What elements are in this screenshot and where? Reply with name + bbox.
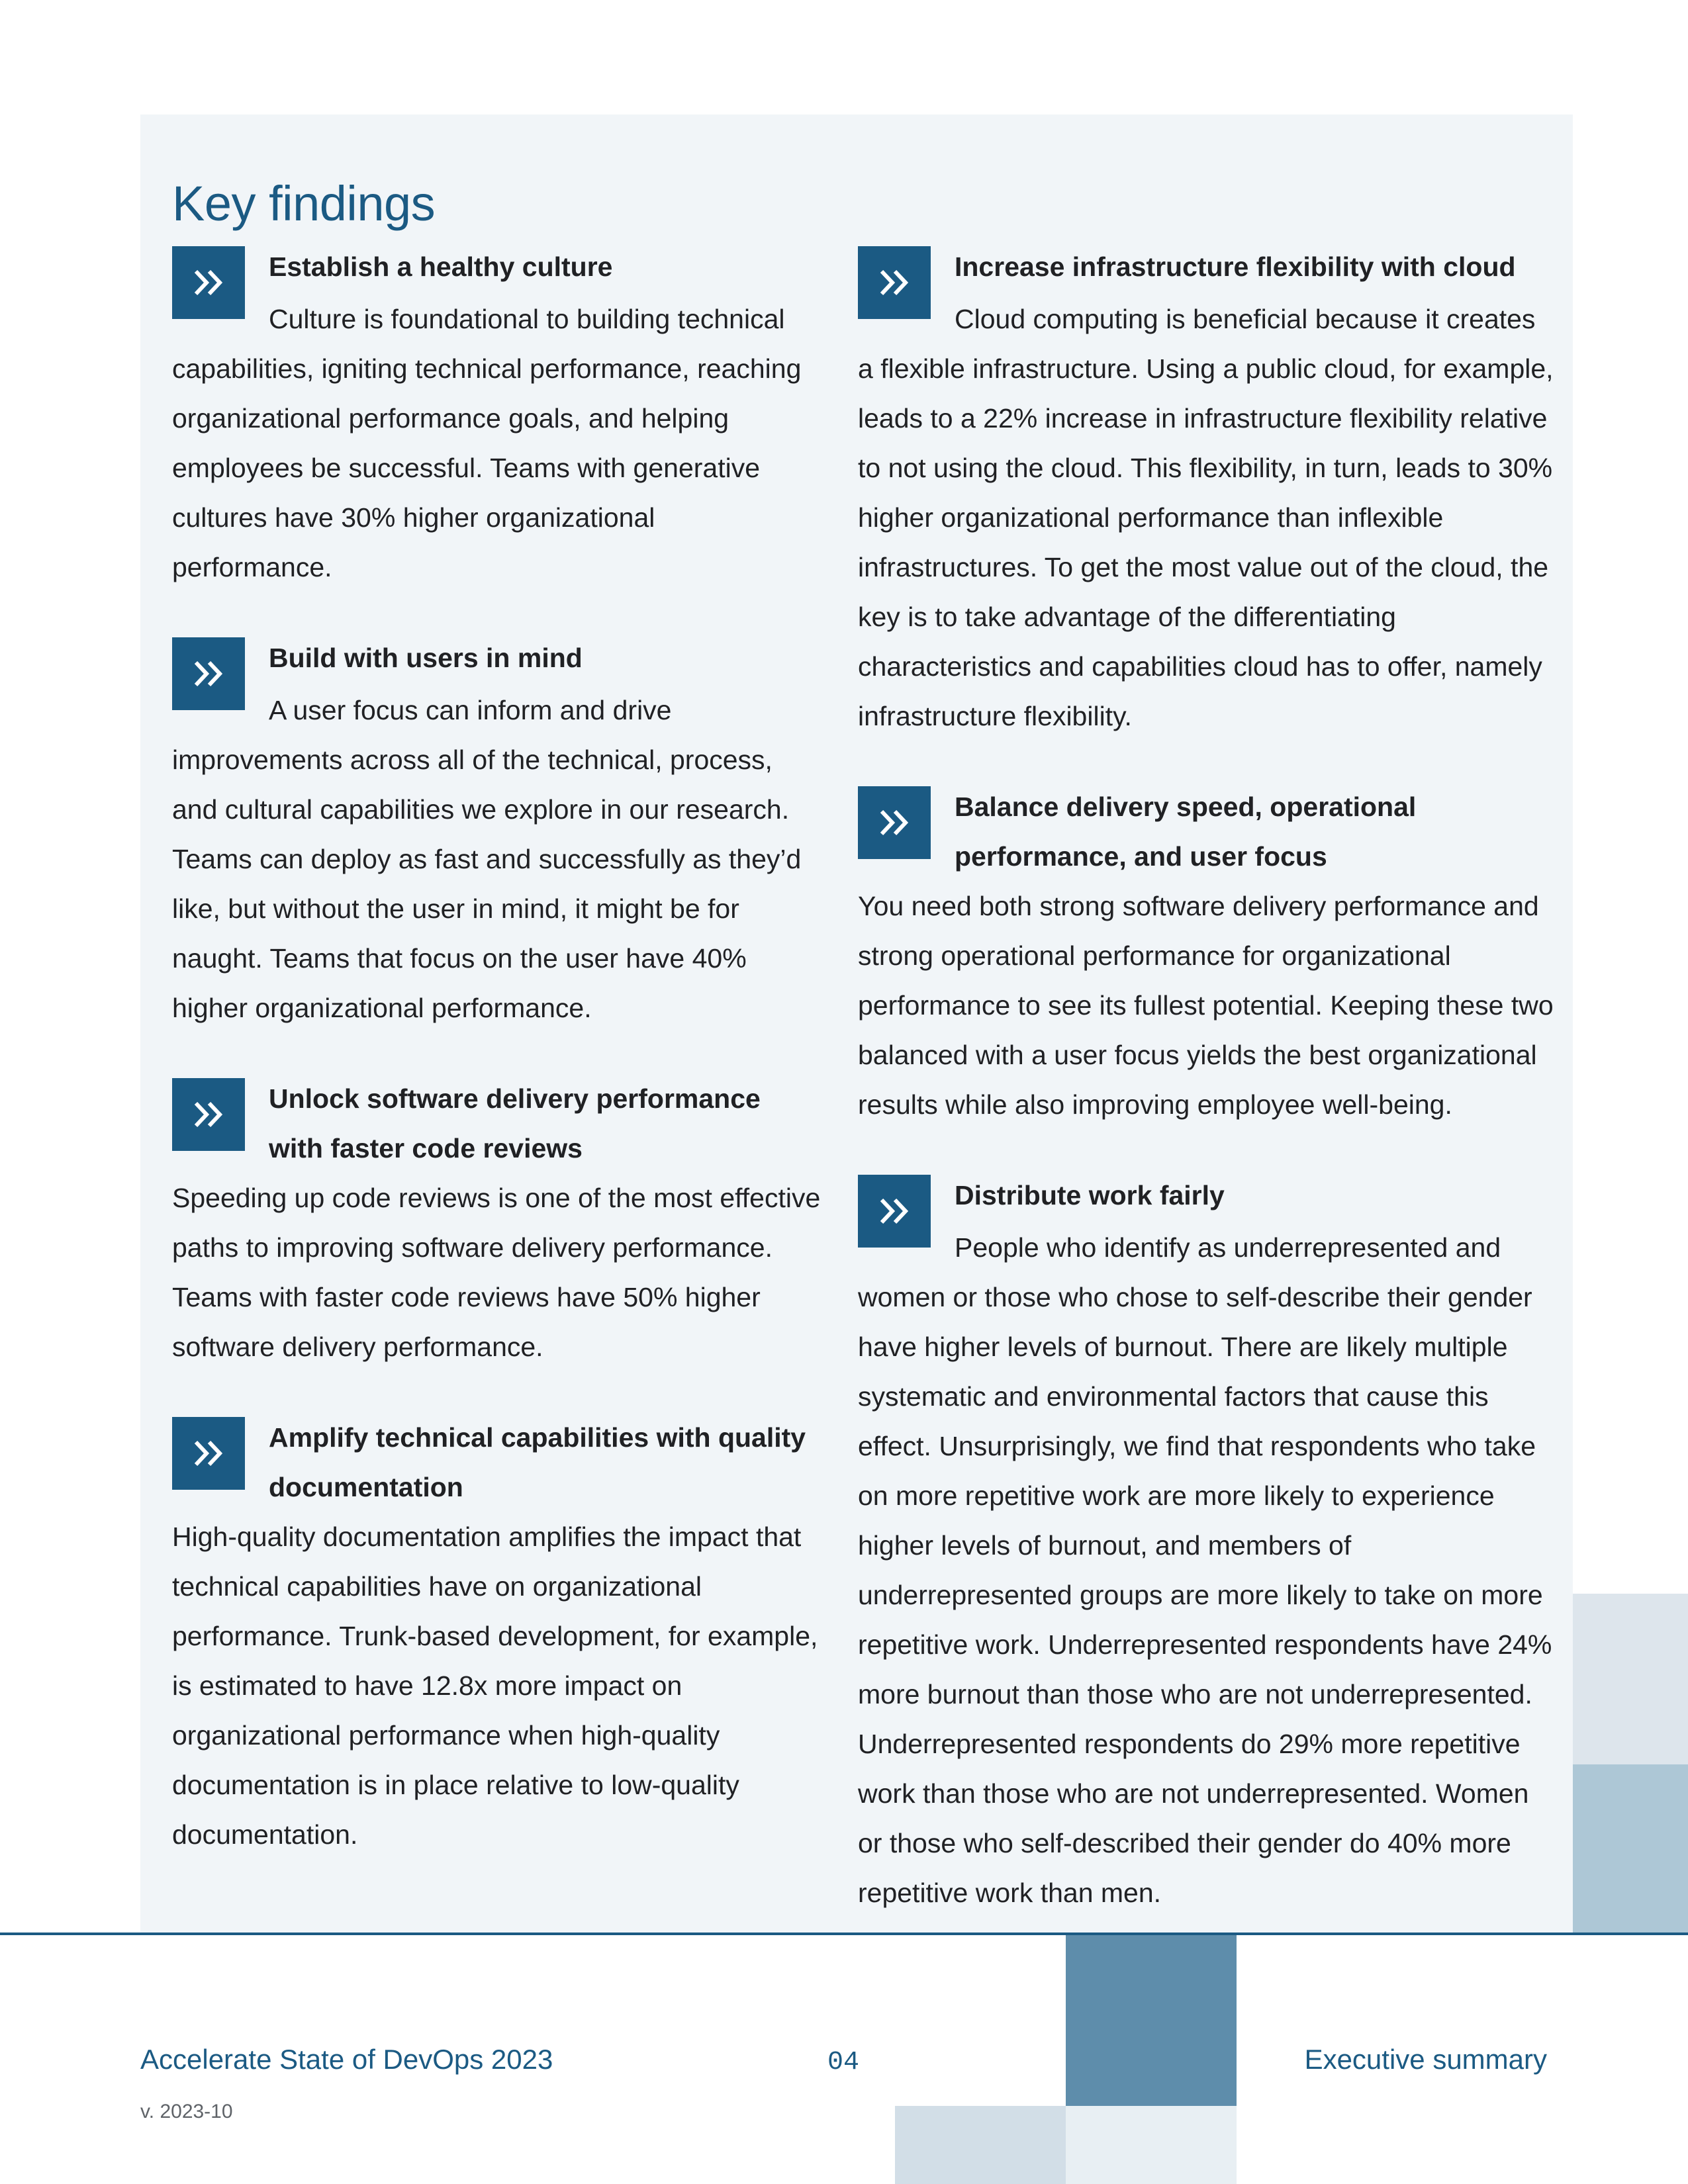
double-chevron-right-icon (858, 246, 931, 319)
double-chevron-right-icon (172, 1078, 245, 1151)
double-chevron-right-icon (172, 637, 245, 710)
finding-body: A user focus can inform and drive improvements across all of the technical, process, and cultural capabilities we explore in our research. Teams can deploy as fast and successfully as they’d like, but without the user in mind, it might be for naught. Teams that focus on the user have 40% higher organizational performance. (172, 695, 802, 1023)
findings-column-left (172, 242, 822, 1901)
finding-healthy-culture (172, 242, 822, 592)
decor-square-faint (1066, 2106, 1237, 2184)
double-chevron-right-icon (858, 1175, 931, 1248)
finding-body: Speeding up code reviews is one of the most effective paths to improving software delivery performance. Teams with faster code reviews have 50% higher software delivery performance. (172, 1183, 821, 1362)
finding-users-in-mind (172, 633, 822, 1033)
finding-title: Distribute work fairly (955, 1180, 1225, 1210)
double-chevron-right-icon (172, 246, 245, 319)
finding-body: Cloud computing is beneficial because it creates a flexible infrastructure. Using a public cloud, for example, leads to a 22% increase in infrastructure flexibility relative to not using the cloud. This flexibility, in turn, leads to 30% higher organizational performance than inflexible infrastructures. To get the most value out of the cloud, the key is to take advantage of the differentiating characteristics and capabilities cloud has to offer, namely infrastructure flexibility. (858, 304, 1554, 731)
decor-square-light (1573, 1594, 1688, 1764)
finding-body: Culture is foundational to building technical capabilities, igniting technical performance, reaching organizational performance goals, and helping employees be successful. Teams with generative cultures have 30% higher organizational performance. (172, 304, 802, 582)
finding-title: Balance delivery speed, operational performance, and user focus (955, 792, 1417, 872)
decor-square-mid (1573, 1764, 1688, 1934)
finding-title: Increase infrastructure flexibility with cloud (955, 251, 1516, 282)
page-number: 04 (827, 2048, 860, 2077)
findings-column-right (858, 242, 1554, 1959)
finding-body: High-quality documentation amplifies the impact that technical capabilities have on organizational performance. Trunk-based development, for example, is estimated to have 12.8x more impact on organizational performance when high-quality documentation is in place relative to low-quality documentation. (172, 1522, 818, 1850)
finding-distribute-work (858, 1171, 1554, 1918)
footer-report-title[interactable]: Accelerate State of DevOps 2023 (140, 2044, 553, 2075)
footer-divider (0, 1933, 1688, 1935)
finding-body: People who identify as underrepresented and women or those who chose to self-describe their gender have higher levels of burnout. There are likely multiple systematic and environmental factors that cause this effect. Unsurprisingly, we find that respondents who take on more repetitive work are more likely to experience higher levels of burnout, and members of underrepresented groups are more likely to take on more repetitive work. Underrepresented respondents have 24% more burnout than those who are not underrepresented. Underrepresented respondents do 29% more repetitive work than those who are not underrepresented. Women or those who self-described their gender do 40% more repetitive work than men. (858, 1232, 1552, 1908)
decor-square-dark (1066, 1935, 1237, 2106)
finding-cloud-flexibility (858, 242, 1554, 741)
finding-title: Build with users in mind (269, 643, 583, 673)
finding-balance-delivery (858, 782, 1554, 1130)
finding-title: Amplify technical capabilities with quality documentation (269, 1422, 806, 1502)
finding-documentation (172, 1413, 822, 1860)
finding-title: Establish a healthy culture (269, 251, 613, 282)
decor-square-pale (895, 2106, 1066, 2184)
footer-version: v. 2023-10 (140, 2101, 233, 2122)
double-chevron-right-icon (172, 1417, 245, 1490)
page-title: Key findings (172, 175, 436, 231)
finding-title: Unlock software delivery performance with faster code reviews (269, 1083, 761, 1163)
double-chevron-right-icon (858, 786, 931, 859)
finding-body: You need both strong software delivery performance and strong operational performance for organizational performance to see its fullest potential. Keeping these two balanced with a user focus yields the best organizational results while also improving employee well-being. (858, 891, 1554, 1120)
finding-code-reviews (172, 1074, 822, 1372)
footer-section-link[interactable]: Executive summary (1304, 2044, 1547, 2075)
